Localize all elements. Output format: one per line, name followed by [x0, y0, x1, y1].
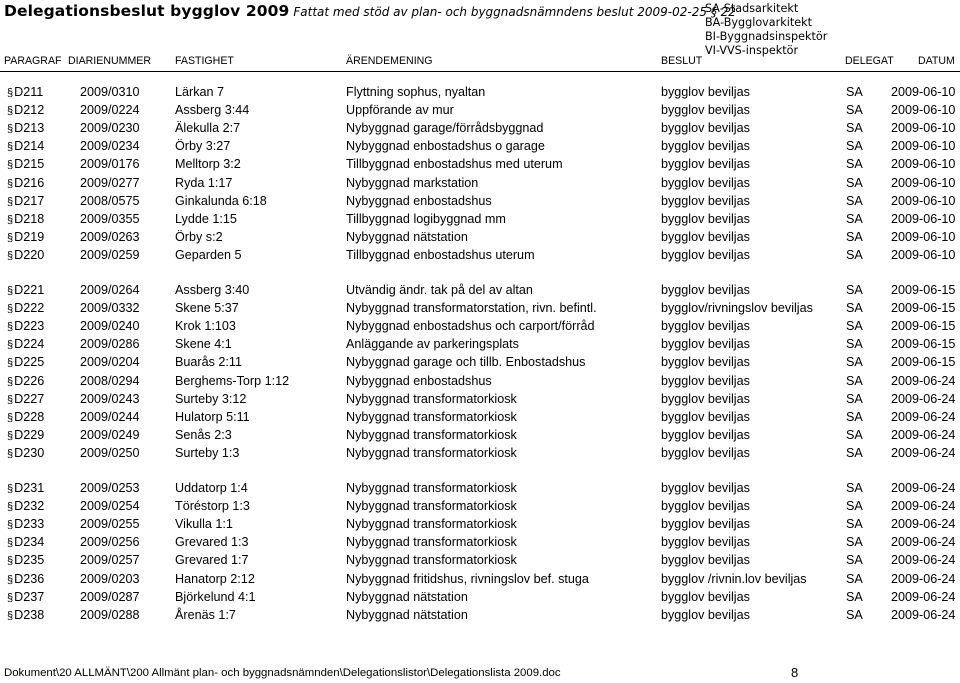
- table-row: [0, 517, 960, 535]
- table-row: [0, 410, 960, 428]
- row-paragraf: § D217: [7, 194, 44, 208]
- row-diarienummer: 2009/0244: [80, 409, 140, 424]
- row-diarienummer: 2009/0257: [80, 553, 140, 568]
- table-row: [0, 535, 960, 553]
- row-fastighet: Melltorp 3:2: [175, 157, 241, 172]
- row-diarienummer: 2009/0263: [80, 229, 140, 244]
- table-row: [0, 176, 960, 194]
- row-delegat: SA: [846, 247, 863, 262]
- title-main: Delegationsbeslut bygglov 2009: [4, 2, 290, 20]
- row-arendemening: Nybyggnad garage/förrådsbyggnad: [346, 121, 544, 136]
- row-beslut: bygglov beviljas: [661, 337, 750, 352]
- table-row: [0, 248, 960, 266]
- row-arendemening: Nybyggnad transformatorkiosk: [346, 427, 517, 442]
- legend-item: VI-VVS-inspektör: [705, 44, 799, 57]
- row-beslut: bygglov beviljas: [661, 589, 750, 604]
- row-fastighet: Grevared 1:7: [175, 553, 249, 568]
- row-fastighet: Vikulla 1:1: [175, 517, 233, 532]
- row-arendemening: Nybyggnad enbostadshus: [346, 193, 492, 208]
- row-delegat: SA: [846, 553, 863, 568]
- row-arendemening: Tillbyggnad enbostadshus med uterum: [346, 157, 563, 172]
- row-fastighet: Krok 1:103: [175, 319, 236, 334]
- row-beslut: bygglov beviljas: [661, 391, 750, 406]
- footer-file-path: Dokument\20 ALLMÄNT\200 Allmänt plan- och byggnadsnämnden\Delegationslistor\Delegationslista 2009.doc: [4, 667, 561, 679]
- table-row: [0, 590, 960, 608]
- row-datum: 2009-06-10: [891, 85, 956, 99]
- document-title: [4, 1, 736, 20]
- row-diarienummer: 2009/0255: [80, 517, 140, 532]
- row-diarienummer: 2009/0286: [80, 337, 140, 352]
- row-arendemening: Utvändig ändr. tak på del av altan: [346, 283, 533, 297]
- column-header-datum: DATUM: [918, 55, 955, 67]
- row-delegat: SA: [846, 103, 863, 118]
- row-datum: 2009-06-10: [891, 247, 956, 262]
- table-row: [0, 337, 960, 355]
- row-paragraf: § D225: [7, 355, 44, 369]
- table-row: [0, 499, 960, 517]
- row-beslut: bygglov beviljas: [661, 229, 750, 244]
- row-delegat: SA: [846, 391, 863, 406]
- row-beslut: bygglov beviljas: [661, 139, 750, 154]
- row-delegat: SA: [846, 193, 863, 208]
- row-datum: 2009-06-24: [891, 427, 956, 442]
- row-datum: 2009-06-10: [891, 229, 956, 244]
- row-paragraf: § D226: [7, 374, 44, 388]
- row-beslut: bygglov beviljas: [661, 157, 750, 172]
- table-row: [0, 392, 960, 410]
- row-beslut: bygglov beviljas: [661, 517, 750, 532]
- table-row: [0, 553, 960, 571]
- row-arendemening: Nybyggnad garage och tillb. Enbostadshus: [346, 355, 586, 370]
- row-paragraf: § D233: [7, 517, 44, 531]
- row-fastighet: Ryda 1:17: [175, 175, 233, 190]
- row-datum: 2009-06-15: [891, 283, 956, 297]
- row-delegat: SA: [846, 373, 863, 388]
- row-fastighet: Surteby 1:3: [175, 445, 240, 460]
- row-diarienummer: 2009/0355: [80, 211, 140, 226]
- row-diarienummer: 2009/0234: [80, 139, 140, 154]
- row-paragraf: § D218: [7, 212, 44, 226]
- table-row: [0, 572, 960, 590]
- row-paragraf: § D213: [7, 121, 44, 135]
- row-arendemening: Nybyggnad transformatorkiosk: [346, 445, 517, 460]
- row-diarienummer: 2009/0259: [80, 247, 140, 262]
- table-row: [0, 230, 960, 248]
- row-delegat: SA: [846, 409, 863, 424]
- table-row: [0, 212, 960, 230]
- row-arendemening: Flyttning sophus, nyaltan: [346, 85, 486, 99]
- table-row: [0, 428, 960, 446]
- row-arendemening: Uppförande av mur: [346, 103, 454, 118]
- row-paragraf: § D216: [7, 176, 44, 190]
- row-arendemening: Nybyggnad nätstation: [346, 607, 468, 622]
- row-paragraf: § D229: [7, 428, 44, 442]
- row-arendemening: Nybyggnad nätstation: [346, 229, 468, 244]
- table-row: [0, 608, 960, 626]
- row-datum: 2009-06-10: [891, 193, 956, 208]
- row-delegat: SA: [846, 211, 863, 226]
- column-header-diarienummer: DIARIENUMMER: [68, 55, 151, 67]
- row-delegat: SA: [846, 283, 863, 297]
- delegate-legend: [705, 2, 827, 58]
- row-fastighet: Älekulla 2:7: [175, 121, 241, 136]
- row-paragraf: § D236: [7, 572, 44, 586]
- row-datum: 2009-06-10: [891, 103, 956, 118]
- row-datum: 2009-06-15: [891, 319, 956, 334]
- row-paragraf: § D221: [7, 283, 44, 297]
- row-arendemening: Nybyggnad enbostadshus och carport/förråd: [346, 319, 595, 334]
- row-paragraf: § D237: [7, 590, 44, 604]
- row-beslut: bygglov beviljas: [661, 211, 750, 226]
- row-fastighet: Hulatorp 5:11: [175, 409, 250, 424]
- table-row: [0, 374, 960, 392]
- row-arendemening: Nybyggnad transformatorkiosk: [346, 391, 517, 406]
- row-delegat: SA: [846, 481, 863, 495]
- row-beslut: bygglov beviljas: [661, 445, 750, 460]
- row-fastighet: Senås 2:3: [175, 427, 232, 442]
- row-diarienummer: 2009/0230: [80, 121, 140, 136]
- row-beslut: bygglov beviljas: [661, 193, 750, 208]
- row-fastighet: Örby 3:27: [175, 139, 231, 154]
- page-number: 8: [791, 665, 799, 680]
- table-row: [0, 121, 960, 139]
- row-delegat: SA: [846, 301, 863, 316]
- row-datum: 2009-06-24: [891, 481, 956, 495]
- row-datum: 2009-06-24: [891, 409, 956, 424]
- row-beslut: bygglov beviljas: [661, 499, 750, 514]
- row-datum: 2009-06-24: [891, 373, 956, 388]
- row-diarienummer: 2009/0224: [80, 103, 140, 118]
- row-diarienummer: 2009/0256: [80, 535, 140, 550]
- row-datum: 2009-06-24: [891, 589, 956, 604]
- row-diarienummer: 2009/0243: [80, 391, 140, 406]
- row-paragraf: § D211: [7, 85, 43, 99]
- row-datum: 2009-06-10: [891, 121, 956, 136]
- row-delegat: SA: [846, 121, 863, 136]
- row-datum: 2009-06-24: [891, 535, 956, 550]
- row-beslut: bygglov/rivningslov beviljas: [661, 301, 813, 316]
- row-paragraf: § D238: [7, 608, 44, 622]
- row-fastighet: Töréstorp 1:3: [175, 499, 250, 514]
- row-delegat: SA: [846, 229, 863, 244]
- row-arendemening: Nybyggnad fritidshus, rivningslov bef. stuga: [346, 571, 589, 586]
- row-datum: 2009-06-24: [891, 553, 956, 568]
- row-paragraf: § D223: [7, 319, 44, 333]
- row-fastighet: Hanatorp 2:12: [175, 571, 255, 586]
- row-beslut: bygglov beviljas: [661, 283, 750, 297]
- row-beslut: bygglov beviljas: [661, 427, 750, 442]
- row-fastighet: Ginkalunda 6:18: [175, 193, 267, 208]
- row-delegat: SA: [846, 85, 863, 99]
- row-beslut: bygglov beviljas: [661, 121, 750, 136]
- row-paragraf: § D215: [7, 157, 44, 171]
- title-subtitle: Fattat med stöd av plan- och byggnadsnämndens beslut 2009-02-25 § 22: [293, 5, 736, 19]
- row-paragraf: § D227: [7, 392, 44, 406]
- legend-item: BA-Bygglovarkitekt: [705, 16, 812, 29]
- row-diarienummer: 2009/0264: [80, 283, 140, 297]
- row-delegat: SA: [846, 355, 863, 370]
- legend-item: BI-Byggnadsinspektör: [705, 30, 828, 43]
- row-fastighet: Assberg 3:44: [175, 103, 250, 118]
- row-delegat: SA: [846, 337, 863, 352]
- table-row: [0, 157, 960, 175]
- header-divider: [0, 71, 960, 72]
- row-diarienummer: 2009/0204: [80, 355, 140, 370]
- row-paragraf: § D235: [7, 553, 44, 567]
- row-arendemening: Nybyggnad transformatorstation, rivn. befintl.: [346, 301, 597, 316]
- row-delegat: SA: [846, 535, 863, 550]
- row-fastighet: Buarås 2:11: [175, 355, 242, 370]
- row-paragraf: § D224: [7, 337, 44, 351]
- row-fastighet: Berghems-Torp 1:12: [175, 373, 290, 388]
- row-delegat: SA: [846, 499, 863, 514]
- row-datum: 2009-06-24: [891, 499, 956, 514]
- legend-item: SA-Stadsarkitekt: [705, 2, 799, 15]
- row-diarienummer: 2009/0240: [80, 319, 140, 334]
- row-diarienummer: 2008/0294: [80, 373, 140, 388]
- row-paragraf: § D234: [7, 535, 44, 549]
- table-row: [0, 85, 960, 103]
- row-arendemening: Nybyggnad markstation: [346, 175, 479, 190]
- row-fastighet: Skene 5:37: [175, 301, 239, 316]
- row-fastighet: Örby s:2: [175, 229, 223, 244]
- table-row: [0, 481, 960, 499]
- row-arendemening: Nybyggnad transformatorkiosk: [346, 409, 517, 424]
- table-row: [0, 319, 960, 337]
- row-datum: 2009-06-24: [891, 445, 956, 460]
- row-fastighet: Surteby 3:12: [175, 391, 247, 406]
- row-paragraf: § D220: [7, 248, 44, 262]
- row-beslut: bygglov beviljas: [661, 535, 750, 550]
- row-paragraf: § D232: [7, 499, 44, 513]
- row-arendemening: Tillbyggnad logibyggnad mm: [346, 211, 506, 226]
- column-header-fastighet: FASTIGHET: [175, 55, 234, 67]
- row-beslut: bygglov beviljas: [661, 247, 750, 262]
- row-paragraf: § D219: [7, 230, 44, 244]
- row-arendemening: Tillbyggnad enbostadshus uterum: [346, 247, 535, 262]
- table-row: [0, 301, 960, 319]
- row-delegat: SA: [846, 319, 863, 334]
- column-header-delegat: DELEGAT: [845, 55, 894, 67]
- row-datum: 2009-06-15: [891, 301, 956, 316]
- row-datum: 2009-06-10: [891, 139, 956, 154]
- row-arendemening: Nybyggnad transformatorkiosk: [346, 481, 517, 495]
- row-diarienummer: 2009/0287: [80, 589, 140, 604]
- table-row: [0, 446, 960, 464]
- row-delegat: SA: [846, 571, 863, 586]
- row-beslut: bygglov beviljas: [661, 85, 750, 99]
- column-header-row: [0, 55, 960, 69]
- row-paragraf: § D231: [7, 481, 44, 495]
- row-beslut: bygglov beviljas: [661, 103, 750, 118]
- row-arendemening: Nybyggnad nätstation: [346, 589, 468, 604]
- row-arendemening: Nybyggnad transformatorkiosk: [346, 499, 517, 514]
- row-diarienummer: 2009/0253: [80, 481, 140, 495]
- row-delegat: SA: [846, 607, 863, 622]
- row-delegat: SA: [846, 139, 863, 154]
- table-row: [0, 194, 960, 212]
- table-row: [0, 355, 960, 373]
- row-datum: 2009-06-10: [891, 175, 956, 190]
- row-fastighet: Geparden 5: [175, 247, 242, 262]
- row-delegat: SA: [846, 589, 863, 604]
- row-beslut: bygglov beviljas: [661, 481, 750, 495]
- row-fastighet: Uddatorp 1:4: [175, 481, 248, 495]
- row-delegat: SA: [846, 517, 863, 532]
- row-fastighet: Skene 4:1: [175, 337, 232, 352]
- row-fastighet: Årenäs 1:7: [175, 607, 236, 622]
- row-fastighet: Grevared 1:3: [175, 535, 249, 550]
- row-diarienummer: 2008/0575: [80, 193, 140, 208]
- row-datum: 2009-06-24: [891, 607, 956, 622]
- row-arendemening: Nybyggnad transformatorkiosk: [346, 535, 517, 550]
- row-arendemening: Nybyggnad enbostadshus: [346, 373, 492, 388]
- row-fastighet: Lydde 1:15: [175, 211, 237, 226]
- row-paragraf: § D222: [7, 301, 44, 315]
- row-diarienummer: 2009/0288: [80, 607, 140, 622]
- row-diarienummer: 2009/0332: [80, 301, 140, 316]
- row-beslut: bygglov beviljas: [661, 175, 750, 190]
- row-datum: 2009-06-24: [891, 571, 956, 586]
- row-paragraf: § D214: [7, 139, 44, 153]
- row-paragraf: § D230: [7, 446, 44, 460]
- column-header-arendemening: ÄRENDEMENING: [346, 55, 433, 67]
- column-header-paragraf: PARAGRAF: [4, 55, 62, 67]
- row-arendemening: Nybyggnad transformatorkiosk: [346, 517, 517, 532]
- row-beslut: bygglov beviljas: [661, 355, 750, 370]
- row-beslut: bygglov beviljas: [661, 553, 750, 568]
- row-fastighet: Assberg 3:40: [175, 283, 250, 297]
- row-delegat: SA: [846, 157, 863, 172]
- row-fastighet: Lärkan 7: [175, 85, 225, 99]
- row-delegat: SA: [846, 445, 863, 460]
- row-diarienummer: 2009/0176: [80, 157, 140, 172]
- row-diarienummer: 2009/0249: [80, 427, 140, 442]
- row-diarienummer: 2009/0254: [80, 499, 140, 514]
- table-row: [0, 283, 960, 301]
- row-datum: 2009-06-10: [891, 211, 956, 226]
- row-diarienummer: 2009/0277: [80, 175, 140, 190]
- row-datum: 2009-06-15: [891, 337, 956, 352]
- row-diarienummer: 2009/0250: [80, 445, 140, 460]
- row-beslut: bygglov beviljas: [661, 607, 750, 622]
- table-row: [0, 103, 960, 121]
- row-delegat: SA: [846, 427, 863, 442]
- row-beslut: bygglov /rivnin.lov beviljas: [661, 571, 807, 586]
- row-beslut: bygglov beviljas: [661, 373, 750, 388]
- row-arendemening: Nybyggnad transformatorkiosk: [346, 553, 517, 568]
- row-diarienummer: 2009/0310: [80, 85, 140, 99]
- row-diarienummer: 2009/0203: [80, 571, 140, 586]
- row-paragraf: § D212: [7, 103, 44, 117]
- column-header-beslut: BESLUT: [661, 55, 703, 67]
- row-datum: 2009-06-24: [891, 517, 956, 532]
- row-arendemening: Nybyggnad enbostadshus o garage: [346, 139, 545, 154]
- row-datum: 2009-06-15: [891, 355, 956, 370]
- row-fastighet: Björkelund 4:1: [175, 589, 256, 604]
- row-delegat: SA: [846, 175, 863, 190]
- row-paragraf: § D228: [7, 410, 44, 424]
- row-datum: 2009-06-24: [891, 391, 956, 406]
- table-row: [0, 139, 960, 157]
- row-beslut: bygglov beviljas: [661, 319, 750, 334]
- row-datum: 2009-06-10: [891, 157, 956, 172]
- row-beslut: bygglov beviljas: [661, 409, 750, 424]
- row-arendemening: Anläggande av parkeringsplats: [346, 337, 519, 352]
